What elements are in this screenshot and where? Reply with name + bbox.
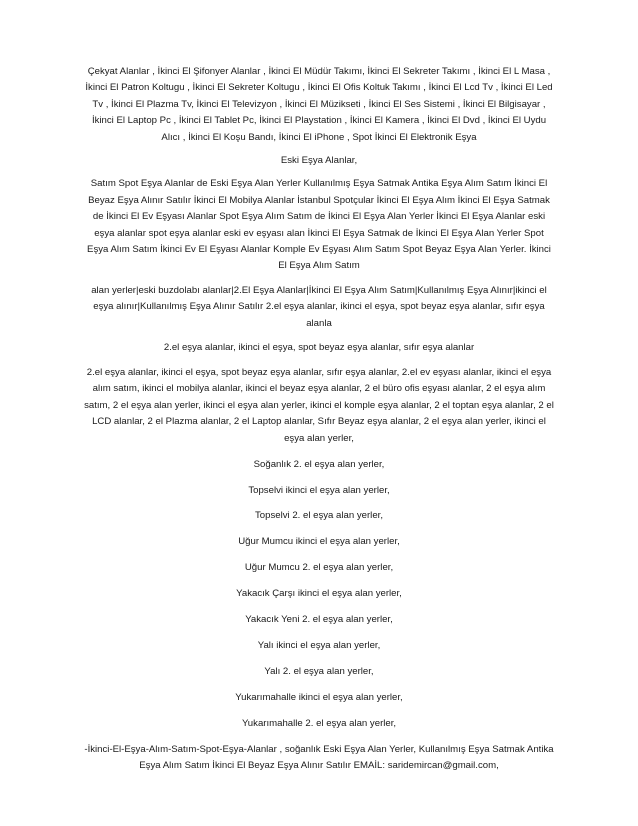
line-yukarimahalle-2: Yukarımahalle 2. el eşya alan yerler,: [241, 717, 397, 729]
line-ugur-mumcu-ikinci: Uğur Mumcu ikinci el eşya alan yerler,: [238, 536, 400, 548]
paragraph-contact-email: -İkinci-El-Eşya-Alım-Satım-Spot-Eşya-Alanlar , soğanlık Eski Eşya Alan Yerler, Kullanılmış Eşya Satmak Antika Eşya Alım Satım İkinci El Beyaz Eşya Alınır Satılır EMAİL: saridemircan@gmail.com,: [84, 743, 554, 771]
paragraph-heading-eski-esya: Eski Eşya Alanlar,: [280, 155, 358, 167]
line-yakacik-yeni: Yakacık Yeni 2. el eşya alan yerler,: [245, 614, 393, 626]
line-yukarimahalle-ikinci: Yukarımahalle ikinci el eşya alan yerler,: [235, 691, 403, 703]
line-yali-ikinci: Yalı ikinci el eşya alan yerler,: [257, 639, 381, 651]
paragraph-spot-esya: Satım Spot Eşya Alanlar de Eski Eşya Alan Yerler Kullanılmış Eşya Satmak Antika Eşya Alım Satım İkinci El Beyaz Eşya Alınır Satılır İkinci El Mobilya Alanlar İstanbul Spotçular İkinci El Eşya Alım İkinci El Eşya Satmak de İkinci El Ev Eşyası Alanlar Spot Eşya Alım Satım de İkinci El Eşya Alan Yerler İkinci El Eşya Alanlar eski eşya alanlar spot eşya alanlar eski ev eşyası alan İkinci El Eşya Satmak de İkinci El Eşya Alan Yerler Spot Eşya Alım Satım İkinci Ev El Eşyası Alanlar Komple Ev Eşyası Alım Satım Spot Beyaz Eşya Alan Yerler. İkinci El Eşya Alım Satım: [87, 178, 551, 272]
line-topselvi-2: Topselvi 2. el eşya alan yerler,: [255, 510, 383, 522]
paragraph-keyword-list: 2.el eşya alanlar, ikinci el eşya, spot beyaz eşya alanlar, sıfır eşya alanlar, 2.el ev eşyası alanlar, ikinci el eşya alım satım, ikinci el mobilya alanlar, ikinci el beyaz eşya alanlar, 2 el büro ofis eşyası alanlar, 2 el eşya alım satım, 2 el eşya alan yerler, ikinci el eşya alan yerler, ikinci el komple eşya alanlar, 2 el toptan eşya alanlar, 2 el LCD alanlar, 2 el Plazma alanlar, 2 el Laptop alanlar, Sıfır Beyaz eşya alanlar, 2 el eşya alan yerler, ikinci el eşya alan yerler,: [84, 367, 554, 444]
line-yakacik-carsi: Yakacık Çarşı ikinci el eşya alan yerler,: [236, 588, 402, 600]
line-soganlik: Soğanlık 2. el eşya alan yerler,: [253, 458, 385, 470]
paragraph-short-summary: 2.el eşya alanlar, ikinci el eşya, spot beyaz eşya alanlar, sıfır eşya alanlar: [163, 342, 475, 354]
line-ugur-mumcu-2: Uğur Mumcu 2. el eşya alan yerler,: [244, 562, 394, 574]
document-page: [84, 64, 554, 774]
line-topselvi-ikinci: Topselvi ikinci el eşya alan yerler,: [248, 484, 390, 496]
line-yali-2: Yalı 2. el eşya alan yerler,: [264, 665, 374, 677]
paragraph-alan-yerler: alan yerler|eski buzdolabı alanlar|2.El Eşya Alanlar|İkinci El Eşya Alım Satım|Kullanılmış Eşya Alınır|ikinci el eşya alınır|Kullanılmış Eşya Alınır Satılır 2.el eşya alanlar, ikinci el eşya, spot beyaz eşya alanlar, sıfır eşya alanla: [91, 285, 547, 329]
paragraph-wanted-items: Çekyat Alanlar , İkinci El Şifonyer Alanlar , İkinci El Müdür Takımı, İkinci El Sekreter Takımı , İkinci El L Masa , İkinci El Patron Koltugu , İkinci El Sekreter Koltugu , İkinci El Ofis Koltuk Takımı , İkinci El Lcd Tv , İkinci El Led Tv , İkinci El Plazma Tv, İkinci El Televizyon , İkinci El Müzikseti , İkinci El Ses Sistemi , İkinci El Bilgisayar , İkinci El Laptop Pc , İkinci El Tablet Pc, İkinci El Playstation , İkinci El Kamera , İkinci El Dvd , İkinci El Uydu Alıcı , İkinci El Koşu Bandı, İkinci El iPhone , Spot İkinci El Elektronik Eşya: [85, 66, 553, 143]
